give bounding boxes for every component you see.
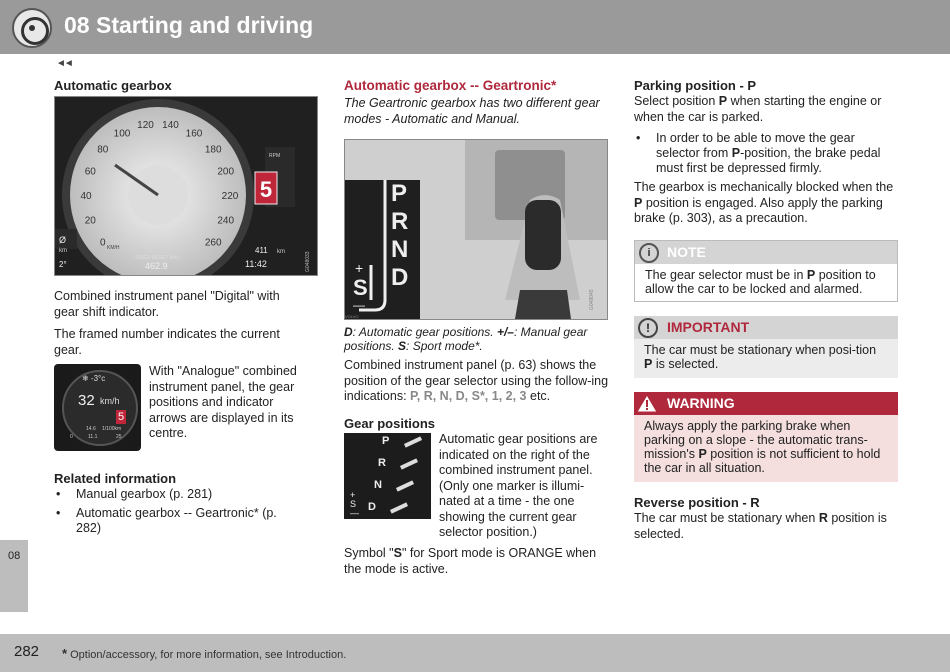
gear-positions-heading: Gear positions [344,416,436,431]
svg-text:VOLVO: VOLVO [345,314,359,319]
speed-tick-label: 80 [97,144,109,156]
speed-tick-label: 120 [137,120,154,132]
info-icon: i [639,243,659,263]
speed-tick-label: 60 [84,166,96,178]
footer-note: * Option/accessory, for more information, see Introduction. [62,646,347,661]
svg-text:G048033: G048033 [305,251,311,272]
analogue-panel-image: ❄ -3°c 32 km/h 5 14.6 1/100km 11.1 0 25 [54,364,141,451]
note-header: i NOTE [635,241,897,264]
indication-paragraph: Combined instrument panel (p. 63) shows the position of the gear selector using the follow-ing indications: P, R, N, D, S*, 1, 2, 3 etc. [344,358,609,403]
svg-text:SINCE RESET (km): SINCE RESET (km) [135,255,180,261]
speed-tick-label: 160 [185,128,203,140]
digital-instrument-panel-image [54,96,318,276]
section-heading-automatic-gearbox: Automatic gearbox [54,78,172,93]
speed-tick-label: 100 [113,128,131,140]
parking-bullet-list [634,131,899,180]
important-header: ! IMPORTANT [634,316,898,339]
warning-text: Always apply the parking brake when parking on a slope - the automatic trans-mission's P position is not sufficient to hold the car in all situation. [644,419,881,475]
gear-positions-image: P R N D + S — [344,433,431,519]
related-info-heading: Related information [54,471,177,486]
chapter-side-tab: 08 [0,540,28,612]
gear-positions-text: Automatic gear positions are indicated on the right of the combined instrument panel. (Only one marker is illumi-nated at a time - the one showing the current gear selector position.) [439,432,598,539]
svg-text:km: km [277,249,285,255]
reverse-text: The car must be stationary when R position is selected. [634,511,887,541]
related-links-list [54,487,294,540]
speed-tick-label: 40 [80,191,92,202]
svg-text:RPM: RPM [269,153,281,159]
speed-tick-label: 140 [162,120,179,132]
gear-letters-figure: P R N D [391,180,409,291]
link-geartronic[interactable]: • Automatic gearbox -- Geartronic* (p. 282) [54,506,294,536]
parking-bullet: • In order to be able to move the gear selector from P-position, the brake pedal must first be depressed firmly. [634,131,899,176]
analogue-description: With "Analogue" combined instrument panel, the gear positions and indicator arrows are displayed in its centre. [149,364,297,440]
svg-text:Ø: Ø [59,235,67,245]
warning-box [634,392,898,482]
important-box [634,316,898,378]
steering-wheel-icon [12,8,52,48]
speed-tick-label: 220 [221,191,239,202]
speed-tick-label: 240 [217,215,235,227]
note-box [634,240,898,302]
exclamation-icon: ! [638,318,658,338]
sport-symbol-text: Symbol "S" for Sport mode is ORANGE when the mode is active. [344,546,597,576]
gear-selector-image: VOLVO P R N D + S — G048045 [344,139,608,320]
page-number: 282 [14,643,40,660]
speed-tick-label: 200 [217,166,235,178]
page-header [0,0,950,54]
gear-selector-figure [345,140,607,319]
caption-digital-panel: Combined instrument panel "Digital" with gear shift indicator. [54,289,280,319]
important-text: The car must be stationary when posi-tion P is selected. [644,343,877,371]
parking-heading: Parking position - P [634,78,757,93]
parking-text: Select position P when starting the engine or when the car is parked. [634,94,882,124]
gear-indicator: 5 [259,177,273,202]
svg-text:KM/H: KM/H [107,245,120,251]
svg-text:462.9: 462.9 [145,261,168,271]
caption-framed-number: The framed number indicates the current gear. [54,327,280,357]
link-manual-gearbox[interactable]: • Manual gearbox (p. 281) [54,487,294,502]
section-heading-geartronic: Automatic gearbox -- Geartronic* [344,78,557,93]
digital-gauge-figure [55,97,317,275]
reverse-heading: Reverse position - R [634,495,760,510]
speed-tick-label: 20 [84,215,96,227]
warning-triangle-icon [636,394,658,413]
chapter-title: 08 Starting and driving [64,12,314,38]
speed-tick-label: 0 [100,237,106,249]
speed-tick-label: 180 [204,144,222,156]
svg-text:411: 411 [255,246,268,255]
svg-text:11:42: 11:42 [245,259,267,269]
note-text: The gear selector must be in P position to allow the car to be locked and alarmed. [645,268,876,296]
back-nav-icon[interactable]: ◄◄ [56,58,72,69]
geartronic-intro: The Geartronic gearbox has two different gear modes - Automatic and Manual. [344,96,600,126]
mechanical-block-text: The gearbox is mechanically blocked when the P position is engaged. Also apply the parking brake (p. 303), as a precaution. [634,180,894,225]
svg-text:km: km [59,248,67,254]
speed-tick-label: 260 [204,237,222,249]
selector-caption: D: Automatic gear positions. +/–: Manual gear positions. S: Sport mode*. [344,325,588,353]
svg-text:2°: 2° [59,260,67,269]
warning-header: WARNING [634,392,898,415]
